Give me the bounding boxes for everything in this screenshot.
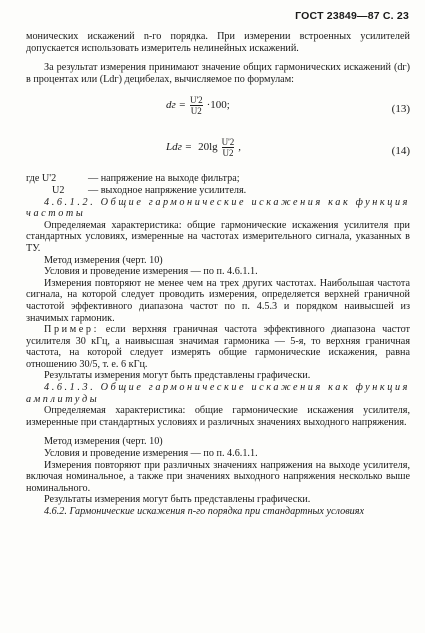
paragraph: Результаты измерения могут быть представлены графически.	[44, 494, 311, 506]
legend-row: U2 — выходное напряжение усилителя.	[52, 184, 247, 196]
fraction: $\frac{U'2}{U2}$	[189, 95, 203, 117]
paragraph: За результат измерения принимают значение общих гармонических искажений (dг) в процентах или (Ldг) децибелах, вычисляемое по формулам:	[26, 62, 410, 85]
section-heading: 4.6.2. Гармонические искажения n-го порядка при стандартных условиях	[44, 506, 364, 517]
formula-14: Ldг = 20lg $\frac{U'2}{U2}$ , (14)	[166, 137, 410, 159]
formula-lhs: dг =	[166, 99, 186, 112]
page-header: ГОСТ 23849—87 С. 23	[295, 10, 409, 22]
paragraph: Результаты измерения могут быть представлены графически.	[44, 370, 311, 382]
paragraph: Условия и проведение измерения — по п. 4.6.1.1.	[44, 448, 258, 460]
example-label: Пример:	[44, 324, 99, 336]
section-heading: 4.6.1.3. Общие гармонические искажения как функция амплитуды	[26, 382, 410, 405]
paragraph: Определяемая характеристика: общие гармонические искажения усилителя при стандартных условиях, измеренные на частотах измерительного сигнала, указанных в ТУ.	[26, 219, 410, 254]
paragraph: Условия и проведение измерения — по п. 4.6.1.1.	[44, 266, 258, 278]
page-body	[26, 31, 410, 518]
method-heading: Метод измерения (черт. 10)	[44, 254, 163, 266]
method-heading: Метод измерения (черт. 10)	[44, 436, 163, 448]
example-paragraph: Пример: если верхняя граничная частота эффективного диапазона частот усилителя 30 кГц, а наивысшая значимая гармоника — 5-я, то верхняя граничная частота, на которой следует измерять общие гармонические искажения, равна отношению 30/5, т. е. 6 кГц.	[26, 324, 411, 370]
fraction: $\frac{U'2}{U2}$	[221, 137, 235, 159]
formula-13: dг = $\frac{U'2}{U2}$ ·100; (13)	[166, 95, 410, 117]
equation-number: (13)	[391, 103, 410, 116]
legend-row: где U'2 — напряжение на выходе фильтра;	[26, 173, 240, 185]
paragraph: Определяемая характеристика: общие гармонические искажения усилителя, измеренные при стандартных условиях и различных значениях выходного напряжения.	[26, 405, 410, 428]
equation-number: (14)	[391, 145, 410, 158]
formula-lhs: Ldг =	[166, 141, 193, 154]
section-heading: 4.6.1.2. Общие гармонические искажения как функция частоты	[26, 196, 410, 220]
paragraph: Измерения повторяют при различных значениях напряжения на выходе усилителя, включая номинальное, а также при значениях выходного напряжения несколько выше номинального.	[26, 459, 410, 494]
paragraph: Измерения повторяют не менее чем на трех других частотах. Наибольшая частота сигнала, на которой следует проводить измерения, определяется верхней граничной частотой эффективного диапазона частот по п. 4.5.3 и порядком наивысшей из значимых гармоник.	[26, 277, 410, 324]
paragraph: монических искажений n-го порядка. При измерении встроенных усилителей допускается использовать измеритель нелинейных искажений.	[26, 31, 410, 54]
